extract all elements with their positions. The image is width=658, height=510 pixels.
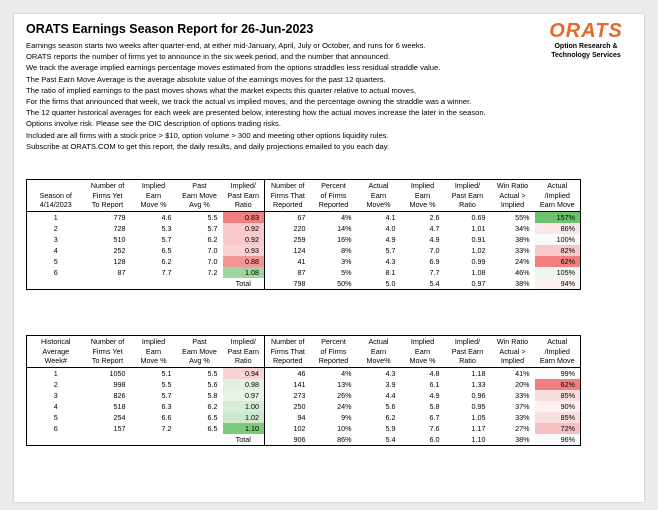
column-header-line: Ratio <box>234 356 252 365</box>
table-cell: 62% <box>535 379 581 390</box>
column-header <box>445 336 491 368</box>
table-cell: 3.9 <box>385 379 396 389</box>
table-cell: 1.10 <box>223 423 265 434</box>
table-cell: 0.95 <box>471 401 486 411</box>
column-header-line: of Firms <box>320 190 347 200</box>
column-header-line: Past <box>192 181 207 190</box>
total-row <box>27 278 581 290</box>
table-cell: 254 <box>113 412 126 422</box>
table-cell: 5.7 <box>161 390 172 400</box>
column-header <box>223 336 265 368</box>
column-header-line: Number of <box>90 337 125 346</box>
table-cell: 20% <box>515 379 530 389</box>
column-header-line: Implied <box>500 200 525 209</box>
column-header <box>27 336 85 368</box>
column-header-line: Past Earn <box>227 190 260 200</box>
table-cell: 779 <box>113 212 126 222</box>
table-cell: 5 <box>53 412 58 422</box>
table-cell: 5 <box>53 256 58 266</box>
table-row <box>27 256 581 267</box>
table-cell: 7.0 <box>429 245 440 255</box>
table-cell: 4.4 <box>385 390 396 400</box>
table-cell: 4.3 <box>385 256 396 266</box>
column-header-line: Earn Move <box>539 200 575 209</box>
table-cell: 13% <box>337 379 352 389</box>
table-cell: 5.7 <box>161 234 172 244</box>
table-cell: 5.8 <box>207 390 218 400</box>
table-cell: 0.99 <box>471 256 486 266</box>
total-cell <box>27 434 85 446</box>
table-cell: 85% <box>535 390 581 401</box>
table-cell: 6.7 <box>429 412 440 422</box>
table-cell: 46 <box>265 367 311 379</box>
table-cell: 0.98 <box>223 379 265 390</box>
column-header-line: /Implied <box>544 190 570 200</box>
table-cell: 4.1 <box>385 212 396 222</box>
column-header <box>401 336 445 368</box>
table-cell: 27% <box>515 423 530 433</box>
table-cell: 38% <box>515 234 530 244</box>
column-header-line: Number of <box>270 337 305 346</box>
table-cell: 33% <box>515 245 530 255</box>
column-header <box>357 180 401 212</box>
total-cell: 5.0 <box>385 278 396 288</box>
table-cell: 157 <box>113 423 126 433</box>
total-cell: 5.4 <box>429 278 440 288</box>
column-header-line: Ratio <box>459 356 476 365</box>
column-header-line: To Report <box>91 356 124 365</box>
table-row <box>27 267 581 278</box>
column-header-line: Move % <box>409 200 436 209</box>
table-cell: 102 <box>265 423 311 434</box>
intro-line: The 12 quarter historical averages for each week are presented below, interesting how the actual moves increase the later in the season. <box>26 108 486 118</box>
total-cell: 906 <box>265 434 311 446</box>
column-header-line: Earn <box>145 346 162 356</box>
table-row <box>27 401 581 412</box>
table-cell: 5.3 <box>161 223 172 233</box>
intro-line: We track the average implied earnings percentage moves estimated from the options straddles less residual straddle value. <box>26 63 441 73</box>
total-cell <box>131 434 177 446</box>
column-header-line: Earn Move <box>539 356 575 365</box>
column-header <box>131 180 177 212</box>
table-cell: 86% <box>535 223 581 234</box>
table-cell: 6.3 <box>161 401 172 411</box>
total-cell: 6.0 <box>429 434 440 444</box>
column-header-line: Move% <box>366 356 391 365</box>
column-header-line: Earn <box>370 346 387 356</box>
total-cell <box>85 434 131 446</box>
table-cell: 0.92 <box>223 223 265 234</box>
table-cell: 14% <box>337 223 352 233</box>
total-cell: 1.10 <box>471 434 486 444</box>
table-cell: 510 <box>113 234 126 244</box>
table-cell: 4.3 <box>385 368 396 378</box>
table-cell: 0.92 <box>223 234 265 245</box>
column-header-line: Earn <box>370 190 387 200</box>
table-cell: 4.6 <box>161 212 172 222</box>
table-cell: 6.1 <box>429 379 440 389</box>
table-cell: 94 <box>265 412 311 423</box>
table-cell: 55% <box>515 212 530 222</box>
table-row <box>27 234 581 245</box>
table-cell: 1 <box>53 212 58 222</box>
table-cell: 1.18 <box>471 368 486 378</box>
intro-line: Included are all firms with a stock price > $10, option volume > 300 and meeting other options liquidity rules. <box>26 130 389 140</box>
table-cell: 6.6 <box>161 412 172 422</box>
table-cell: 157% <box>535 211 581 223</box>
table-cell: 6.2 <box>207 234 218 244</box>
table-cell: 5.8 <box>429 401 440 411</box>
table-cell: 0.97 <box>223 390 265 401</box>
table-cell: 1.17 <box>471 423 486 433</box>
table-cell: 5.7 <box>385 245 396 255</box>
column-header-line: Implied/ <box>230 337 256 346</box>
intro-line: Options involve risk. Please see the OIC description of options trading risks. <box>26 119 281 129</box>
table-cell: 4.9 <box>429 234 440 244</box>
table-row <box>27 423 581 434</box>
column-header-line: Firms That <box>270 346 305 356</box>
table-cell: 3 <box>53 234 58 244</box>
table-cell: 6.5 <box>207 412 218 422</box>
table-cell: 0.88 <box>223 256 265 267</box>
table-cell: 1.33 <box>471 379 486 389</box>
table-cell: 4.0 <box>385 223 396 233</box>
table-cell: 1 <box>53 368 58 378</box>
table-cell: 8.1 <box>385 267 396 277</box>
column-header-line: Actual <box>368 337 389 346</box>
column-header-line: To Report <box>91 200 124 209</box>
table-cell: 16% <box>337 234 352 244</box>
table-cell: 4.7 <box>429 223 440 233</box>
column-header <box>357 336 401 368</box>
column-header-line: Reported <box>272 200 303 209</box>
total-cell: 50% <box>337 278 352 288</box>
column-header <box>535 180 581 212</box>
table-header-row <box>27 180 581 212</box>
intro-line: The Past Earn Move Average is the average absolute value of the earnings moves for the past 12 quarters. <box>26 74 386 84</box>
column-header-line: Move % <box>140 200 167 209</box>
table-cell: 46% <box>515 267 530 277</box>
column-header-line: Move% <box>366 200 391 209</box>
column-header-line: Implied <box>410 181 435 190</box>
total-cell: 798 <box>265 278 311 290</box>
total-cell: 0.97 <box>471 278 486 288</box>
column-header-line: Implied <box>410 337 435 346</box>
table-cell: 5.6 <box>207 379 218 389</box>
table-cell: 10% <box>337 423 352 433</box>
table-cell: 5% <box>341 267 352 277</box>
table-cell: 0.83 <box>223 211 265 223</box>
total-cell: 38% <box>515 278 530 288</box>
column-header-line: Earn Move <box>182 190 217 200</box>
table-row <box>27 390 581 401</box>
column-header <box>27 180 85 212</box>
table-cell: 6.5 <box>207 423 218 433</box>
table-cell: 67 <box>265 211 311 223</box>
table-cell: 41 <box>265 256 311 267</box>
total-cell: 86% <box>337 434 352 444</box>
table-cell: 5.7 <box>207 223 218 233</box>
column-header <box>311 336 357 368</box>
table-cell: 273 <box>265 390 311 401</box>
table-cell: 4.9 <box>385 234 396 244</box>
table-cell: 5.5 <box>207 212 218 222</box>
table-cell: 7.0 <box>207 256 218 266</box>
total-cell <box>27 278 85 290</box>
table-cell: 24% <box>337 401 352 411</box>
total-cell: 38% <box>515 434 530 444</box>
column-header-line: Firms That <box>270 190 305 200</box>
logo-subtitle-line1: Option Research & <box>554 43 618 50</box>
column-header-line: Season of <box>39 190 72 200</box>
table-cell: 99% <box>535 367 581 379</box>
intro-line: ORATS reports the number of firms yet to announce in the six week period, and the number that announced. <box>26 52 391 62</box>
table-cell: 220 <box>265 223 311 234</box>
table-cell: 124 <box>265 245 311 256</box>
logo-mark: ORATS <box>549 20 623 42</box>
column-header <box>131 336 177 368</box>
table-cell: 3 <box>53 390 58 400</box>
table-cell: 1.08 <box>471 267 486 277</box>
intro-line: For the firms that announced that week, we track the actual vs implied moves, and the percentage owning the straddle was a winner. <box>26 97 472 107</box>
column-header-line: Firms Yet <box>92 190 123 200</box>
table-cell: 1050 <box>109 368 126 378</box>
table-cell: 259 <box>265 234 311 245</box>
table-cell: 6 <box>53 267 58 277</box>
column-header-line: Actual <box>547 337 568 346</box>
column-header-line: Move % <box>140 356 167 365</box>
table-cell: 85% <box>535 412 581 423</box>
table-cell: 4% <box>341 368 352 378</box>
column-header <box>85 180 131 212</box>
table-cell: 7.2 <box>207 267 218 277</box>
table-cell: 7.2 <box>161 423 172 433</box>
report-page <box>14 14 644 502</box>
table-cell: 62% <box>535 256 581 267</box>
column-header <box>265 180 311 212</box>
table-cell: 4 <box>53 401 58 411</box>
total-cell: 5.4 <box>385 434 396 444</box>
table-cell: 128 <box>113 256 126 266</box>
table-cell: 728 <box>113 223 126 233</box>
table-cell: 105% <box>535 267 581 278</box>
table-cell: 8% <box>341 245 352 255</box>
column-header-line: Implied <box>141 181 166 190</box>
column-header <box>535 336 581 368</box>
current-season-table <box>26 179 581 290</box>
table-cell: 0.94 <box>223 367 265 379</box>
table-cell: 3% <box>341 256 352 266</box>
total-label: Total <box>235 278 251 288</box>
column-header <box>491 336 535 368</box>
column-header-line: Past Earn <box>227 346 260 356</box>
column-header <box>85 336 131 368</box>
table-cell: 998 <box>113 379 126 389</box>
column-header <box>223 180 265 212</box>
column-header-line: Ratio <box>234 200 252 209</box>
table-cell: 250 <box>265 401 311 412</box>
column-header-line: Avg % <box>189 200 210 209</box>
column-header <box>491 180 535 212</box>
table-cell: 2 <box>53 379 58 389</box>
table-cell: 24% <box>515 256 530 266</box>
column-header-line: Firms Yet <box>92 346 123 356</box>
total-cell <box>177 278 223 290</box>
column-header-line: Percent <box>321 181 346 190</box>
column-header-line: Actual > <box>499 190 526 200</box>
table-cell: 7.7 <box>161 267 172 277</box>
table-cell: 100% <box>535 234 581 245</box>
column-header-line: /Implied <box>544 346 570 356</box>
column-header-line: 4/14/2023 <box>39 200 72 209</box>
table-cell: 1.01 <box>471 223 486 233</box>
column-header-line: Avg % <box>189 356 210 365</box>
table-cell: 1.00 <box>223 401 265 412</box>
table-cell: 1.08 <box>223 267 265 278</box>
table-cell: 7.0 <box>207 245 218 255</box>
column-header-line: Historical <box>40 337 71 346</box>
table-cell: 5.5 <box>161 379 172 389</box>
column-header <box>265 336 311 368</box>
column-header-line: Reported <box>318 356 349 365</box>
column-header-line: Actual <box>547 181 568 190</box>
table-row <box>27 412 581 423</box>
column-header-line: Win Ratio <box>496 181 529 190</box>
column-header-line: Earn <box>414 190 431 200</box>
table-cell: 1.02 <box>223 412 265 423</box>
column-header-line: Number of <box>270 181 305 190</box>
table-cell: 33% <box>515 390 530 400</box>
intro-text <box>26 40 536 152</box>
report-title: ORATS Earnings Season Report for 26-Jun-2023 <box>26 22 314 36</box>
column-header-line: Earn <box>414 346 431 356</box>
table-cell: 6.2 <box>161 256 172 266</box>
table-cell: 6.5 <box>161 245 172 255</box>
table-row <box>27 379 581 390</box>
column-header-line: Reported <box>318 200 349 209</box>
column-header-line: Average <box>42 346 70 356</box>
logo-subtitle-line2: Technology Services <box>551 52 621 59</box>
table-cell: 518 <box>113 401 126 411</box>
column-header-line: Ratio <box>459 200 476 209</box>
column-header-line: Implied/ <box>454 337 481 346</box>
table-cell: 0.69 <box>471 212 486 222</box>
table-cell: 1.02 <box>471 245 486 255</box>
column-header-line: Number of <box>90 181 125 190</box>
total-row <box>27 434 581 446</box>
table-cell: 87 <box>265 267 311 278</box>
table-cell: 7.7 <box>429 267 440 277</box>
table-cell: 5.5 <box>207 368 218 378</box>
table-cell: 5.9 <box>385 423 396 433</box>
table-cell: 4.9 <box>429 390 440 400</box>
table-row <box>27 245 581 256</box>
total-label: Total <box>235 434 251 444</box>
table-cell: 37% <box>515 401 530 411</box>
column-header-line: Actual <box>368 181 389 190</box>
table-cell: 4 <box>53 245 58 255</box>
table-row <box>27 367 581 379</box>
table-cell: 2.6 <box>429 212 440 222</box>
table-cell: 6.2 <box>385 412 396 422</box>
table-cell: 90% <box>535 401 581 412</box>
intro-line: The ratio of implied earnings to the past moves shows what the market expects this quarter relative to actual moves. <box>26 85 416 95</box>
column-header-line: Past Earn <box>451 346 484 356</box>
table-cell: 41% <box>515 368 530 378</box>
column-header-line: Implied/ <box>454 181 481 190</box>
table-cell: 2 <box>53 223 58 233</box>
table-cell: 1.05 <box>471 412 486 422</box>
column-header <box>177 336 223 368</box>
intro-line: Subscribe at ORATS.COM to get this report, the daily results, and daily projections emailed to you each day. <box>26 141 390 151</box>
column-header-line: of Firms <box>320 346 347 356</box>
table-row <box>27 223 581 234</box>
column-header-line: Reported <box>272 356 303 365</box>
table-cell: 26% <box>337 390 352 400</box>
column-header <box>177 180 223 212</box>
table-cell: 0.91 <box>471 234 486 244</box>
table-cell: 141 <box>265 379 311 390</box>
table-cell: 5.1 <box>161 368 172 378</box>
column-header-line: Past <box>192 337 207 346</box>
table-cell: 4% <box>341 212 352 222</box>
table-cell: 9% <box>341 412 352 422</box>
column-header <box>311 180 357 212</box>
table-cell: 0.93 <box>223 245 265 256</box>
total-cell: 94% <box>535 278 581 290</box>
column-header-line: Past Earn <box>451 190 484 200</box>
table-cell: 87 <box>117 267 126 277</box>
column-header-line: Implied <box>500 356 525 365</box>
column-header <box>401 180 445 212</box>
column-header-line: Earn <box>145 190 162 200</box>
total-cell: 96% <box>535 434 581 446</box>
total-cell <box>85 278 131 290</box>
table-cell: 252 <box>113 245 126 255</box>
table-cell: 6.9 <box>429 256 440 266</box>
column-header-line: Win Ratio <box>496 337 529 346</box>
table-cell: 34% <box>515 223 530 233</box>
table-row <box>27 211 581 223</box>
table-header-row <box>27 336 581 368</box>
column-header <box>445 180 491 212</box>
table-cell: 0.96 <box>471 390 486 400</box>
table-cell: 7.6 <box>429 423 440 433</box>
table-cell: 5.6 <box>385 401 396 411</box>
column-header-line: Actual > <box>499 346 526 356</box>
table-cell: 33% <box>515 412 530 422</box>
table-cell: 72% <box>535 423 581 434</box>
column-header-line: Percent <box>321 337 346 346</box>
total-cell <box>177 434 223 446</box>
table-cell: 826 <box>113 390 126 400</box>
column-header-line: Earn Move <box>182 346 217 356</box>
column-header-line: Move % <box>409 356 436 365</box>
intro-line: Earnings season starts two weeks after quarter-end, at either mid-January, April, July or October, and runs for 6 weeks. <box>26 41 426 50</box>
column-header-line: Implied/ <box>230 181 256 190</box>
table-cell: 6 <box>53 423 58 433</box>
historical-average-table <box>26 335 581 446</box>
total-cell <box>131 278 177 290</box>
table-cell: 82% <box>535 245 581 256</box>
table-cell: 6.2 <box>207 401 218 411</box>
column-header-line: Week# <box>44 356 67 365</box>
orats-logo <box>536 20 636 60</box>
column-header-line: Implied <box>141 337 166 346</box>
table-cell: 4.8 <box>429 368 440 378</box>
